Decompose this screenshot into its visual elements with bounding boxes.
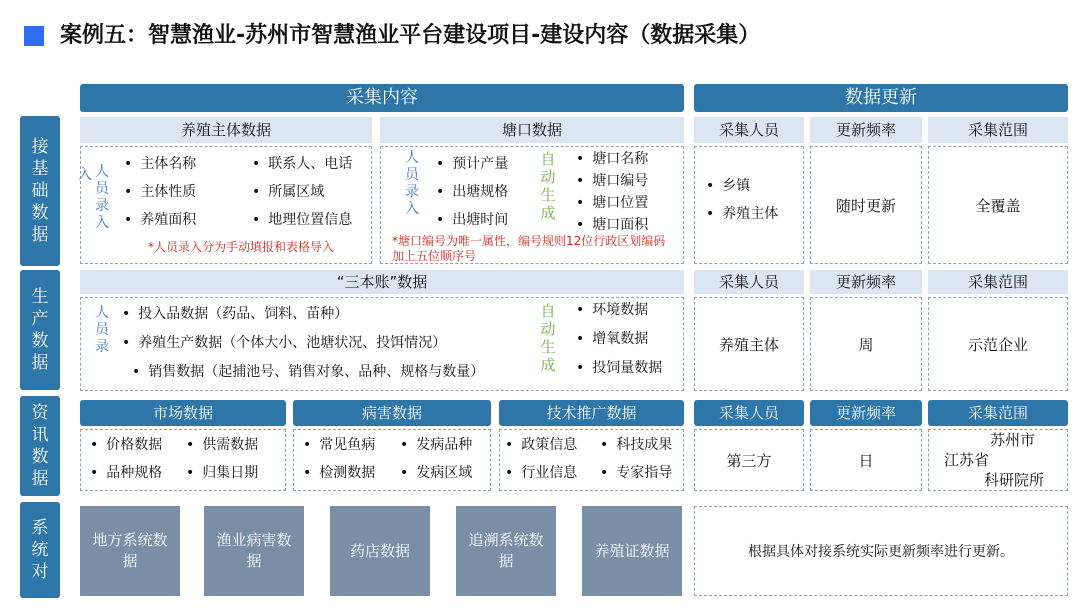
production-header: “三本账”数据 [80, 270, 684, 294]
list-item: • 所属区域 [252, 178, 352, 206]
list-item: • 常见鱼病 [303, 431, 375, 459]
side-label-system: 系统对 [20, 502, 60, 598]
pond-auto-list [576, 148, 648, 236]
system-box-pharmacy: 药店数据 [330, 506, 430, 596]
side-label-info: 资讯数据 [20, 396, 60, 496]
list-item: • 政策信息 [505, 431, 577, 459]
system-box-traceability: 追溯系统数据 [456, 506, 556, 596]
scope-suzhou: 苏州市 [990, 431, 1036, 449]
basic-collector-header: 采集人员 [694, 117, 804, 143]
list-item: • 地理位置信息 [252, 206, 352, 234]
info-collector-header: 采集人员 [694, 400, 804, 426]
list-item: • 发病区域 [400, 459, 472, 487]
production-frequency-header: 更新频率 [810, 270, 922, 294]
production-scope-cell: 示范企业 [928, 297, 1068, 391]
list-item: • 塘口名称 [576, 148, 648, 170]
list-item: • 塘口面积 [576, 214, 648, 236]
system-box-license: 养殖证数据 [582, 506, 682, 596]
list-item: • 主体性质 [124, 178, 196, 206]
basic-scope-header: 采集范围 [928, 117, 1068, 143]
list-item: • 预计产量 [436, 150, 508, 178]
entry-prefix: 入 [78, 167, 92, 183]
farming-entity-list-2 [252, 150, 352, 234]
list-item: • 环境数据 [576, 296, 662, 325]
system-box-disease: 渔业病害数据 [204, 506, 304, 596]
list-item: • 品种规格 [90, 459, 162, 487]
market-list-2 [186, 431, 258, 487]
production-scope-header: 采集范围 [928, 270, 1068, 294]
list-item: • 科技成果 [600, 431, 672, 459]
list-item: • 专家指导 [600, 459, 672, 487]
list-item: • 供需数据 [186, 431, 258, 459]
basic-frequency-header: 更新频率 [810, 117, 922, 143]
pond-manual-list [436, 150, 508, 234]
page-title: 案例五：智慧渔业-苏州市智慧渔业平台建设项目-建设内容（数据采集） [60, 23, 761, 48]
production-collector-cell: 养殖主体 [694, 297, 804, 391]
list-item: • 投饲量数据 [576, 354, 662, 383]
list-item: • 乡镇 [706, 172, 778, 200]
tech-list-2 [600, 431, 672, 487]
farming-entity-note: *人员录入分为手动填报和表格导入 [148, 240, 335, 254]
title-square-icon [24, 26, 44, 46]
list-item: • 出塘规格 [436, 178, 508, 206]
production-manual-list [122, 300, 484, 387]
disease-list-1 [303, 431, 375, 487]
system-update-note: 根据具体对接系统实际更新频率进行更新。 [694, 506, 1068, 596]
tech-header: 技术推广数据 [499, 400, 684, 426]
pond-note: *塘口编号为唯一属性，编号规则12位行政区划编码加上五位顺序号 [392, 234, 666, 263]
list-item: • 养殖主体 [706, 200, 778, 228]
list-item: • 销售数据（起捕池号、销售对象、品种、规格与数量） [132, 358, 484, 387]
list-item: • 主体名称 [124, 150, 196, 178]
list-item: • 投入品数据（药品、饲料、苗种） [122, 300, 484, 329]
info-collector-cell: 第三方 [694, 429, 804, 491]
info-frequency-cell: 日 [810, 429, 922, 491]
header-data-update: 数据更新 [694, 84, 1068, 112]
scope-jiangsu: 江苏省 [944, 451, 990, 469]
production-collector-header: 采集人员 [694, 270, 804, 294]
production-manual-label: 人员录 [95, 305, 109, 355]
list-item: • 塘口位置 [576, 192, 648, 214]
info-scope-header: 采集范围 [928, 400, 1068, 426]
basic-frequency-cell: 随时更新 [810, 146, 922, 264]
list-item: • 增氧数据 [576, 325, 662, 354]
side-label-basic: 接基础数据 [20, 116, 60, 266]
farming-entry-label: 人员录入 [95, 164, 109, 231]
list-item: • 养殖生产数据（个体大小、池塘状况、投饵情况） [122, 329, 484, 358]
tech-list-1 [505, 431, 577, 487]
disease-header: 病害数据 [293, 400, 491, 426]
market-list-1 [90, 431, 162, 487]
list-item: • 发病品种 [400, 431, 472, 459]
list-item: • 检测数据 [303, 459, 375, 487]
list-item: • 联系人、电话 [252, 150, 352, 178]
pond-manual-label: 人员录入 [405, 150, 419, 217]
market-header: 市场数据 [80, 400, 286, 426]
header-collect-content: 采集内容 [80, 84, 684, 112]
production-auto-list [576, 296, 662, 383]
basic-scope-cell: 全覆盖 [928, 146, 1068, 264]
basic-collector-list [706, 172, 778, 228]
production-frequency-cell: 周 [810, 297, 922, 391]
pond-auto-label: 自动生成 [540, 150, 556, 222]
scope-research: 科研院所 [984, 471, 1045, 489]
farming-entity-header: 养殖主体数据 [80, 117, 372, 143]
list-item: • 行业信息 [505, 459, 577, 487]
pond-header: 塘口数据 [380, 117, 684, 143]
list-item: • 价格数据 [90, 431, 162, 459]
info-frequency-header: 更新频率 [810, 400, 922, 426]
list-item: • 养殖面积 [124, 206, 196, 234]
production-auto-label: 自动生成 [540, 302, 556, 374]
list-item: • 塘口编号 [576, 170, 648, 192]
side-label-production: 生产数据 [20, 270, 60, 390]
list-item: • 归集日期 [186, 459, 258, 487]
list-item: • 出塘时间 [436, 206, 508, 234]
farming-entity-list-1 [124, 150, 196, 234]
disease-list-2 [400, 431, 472, 487]
system-box-local: 地方系统数据 [80, 506, 180, 596]
